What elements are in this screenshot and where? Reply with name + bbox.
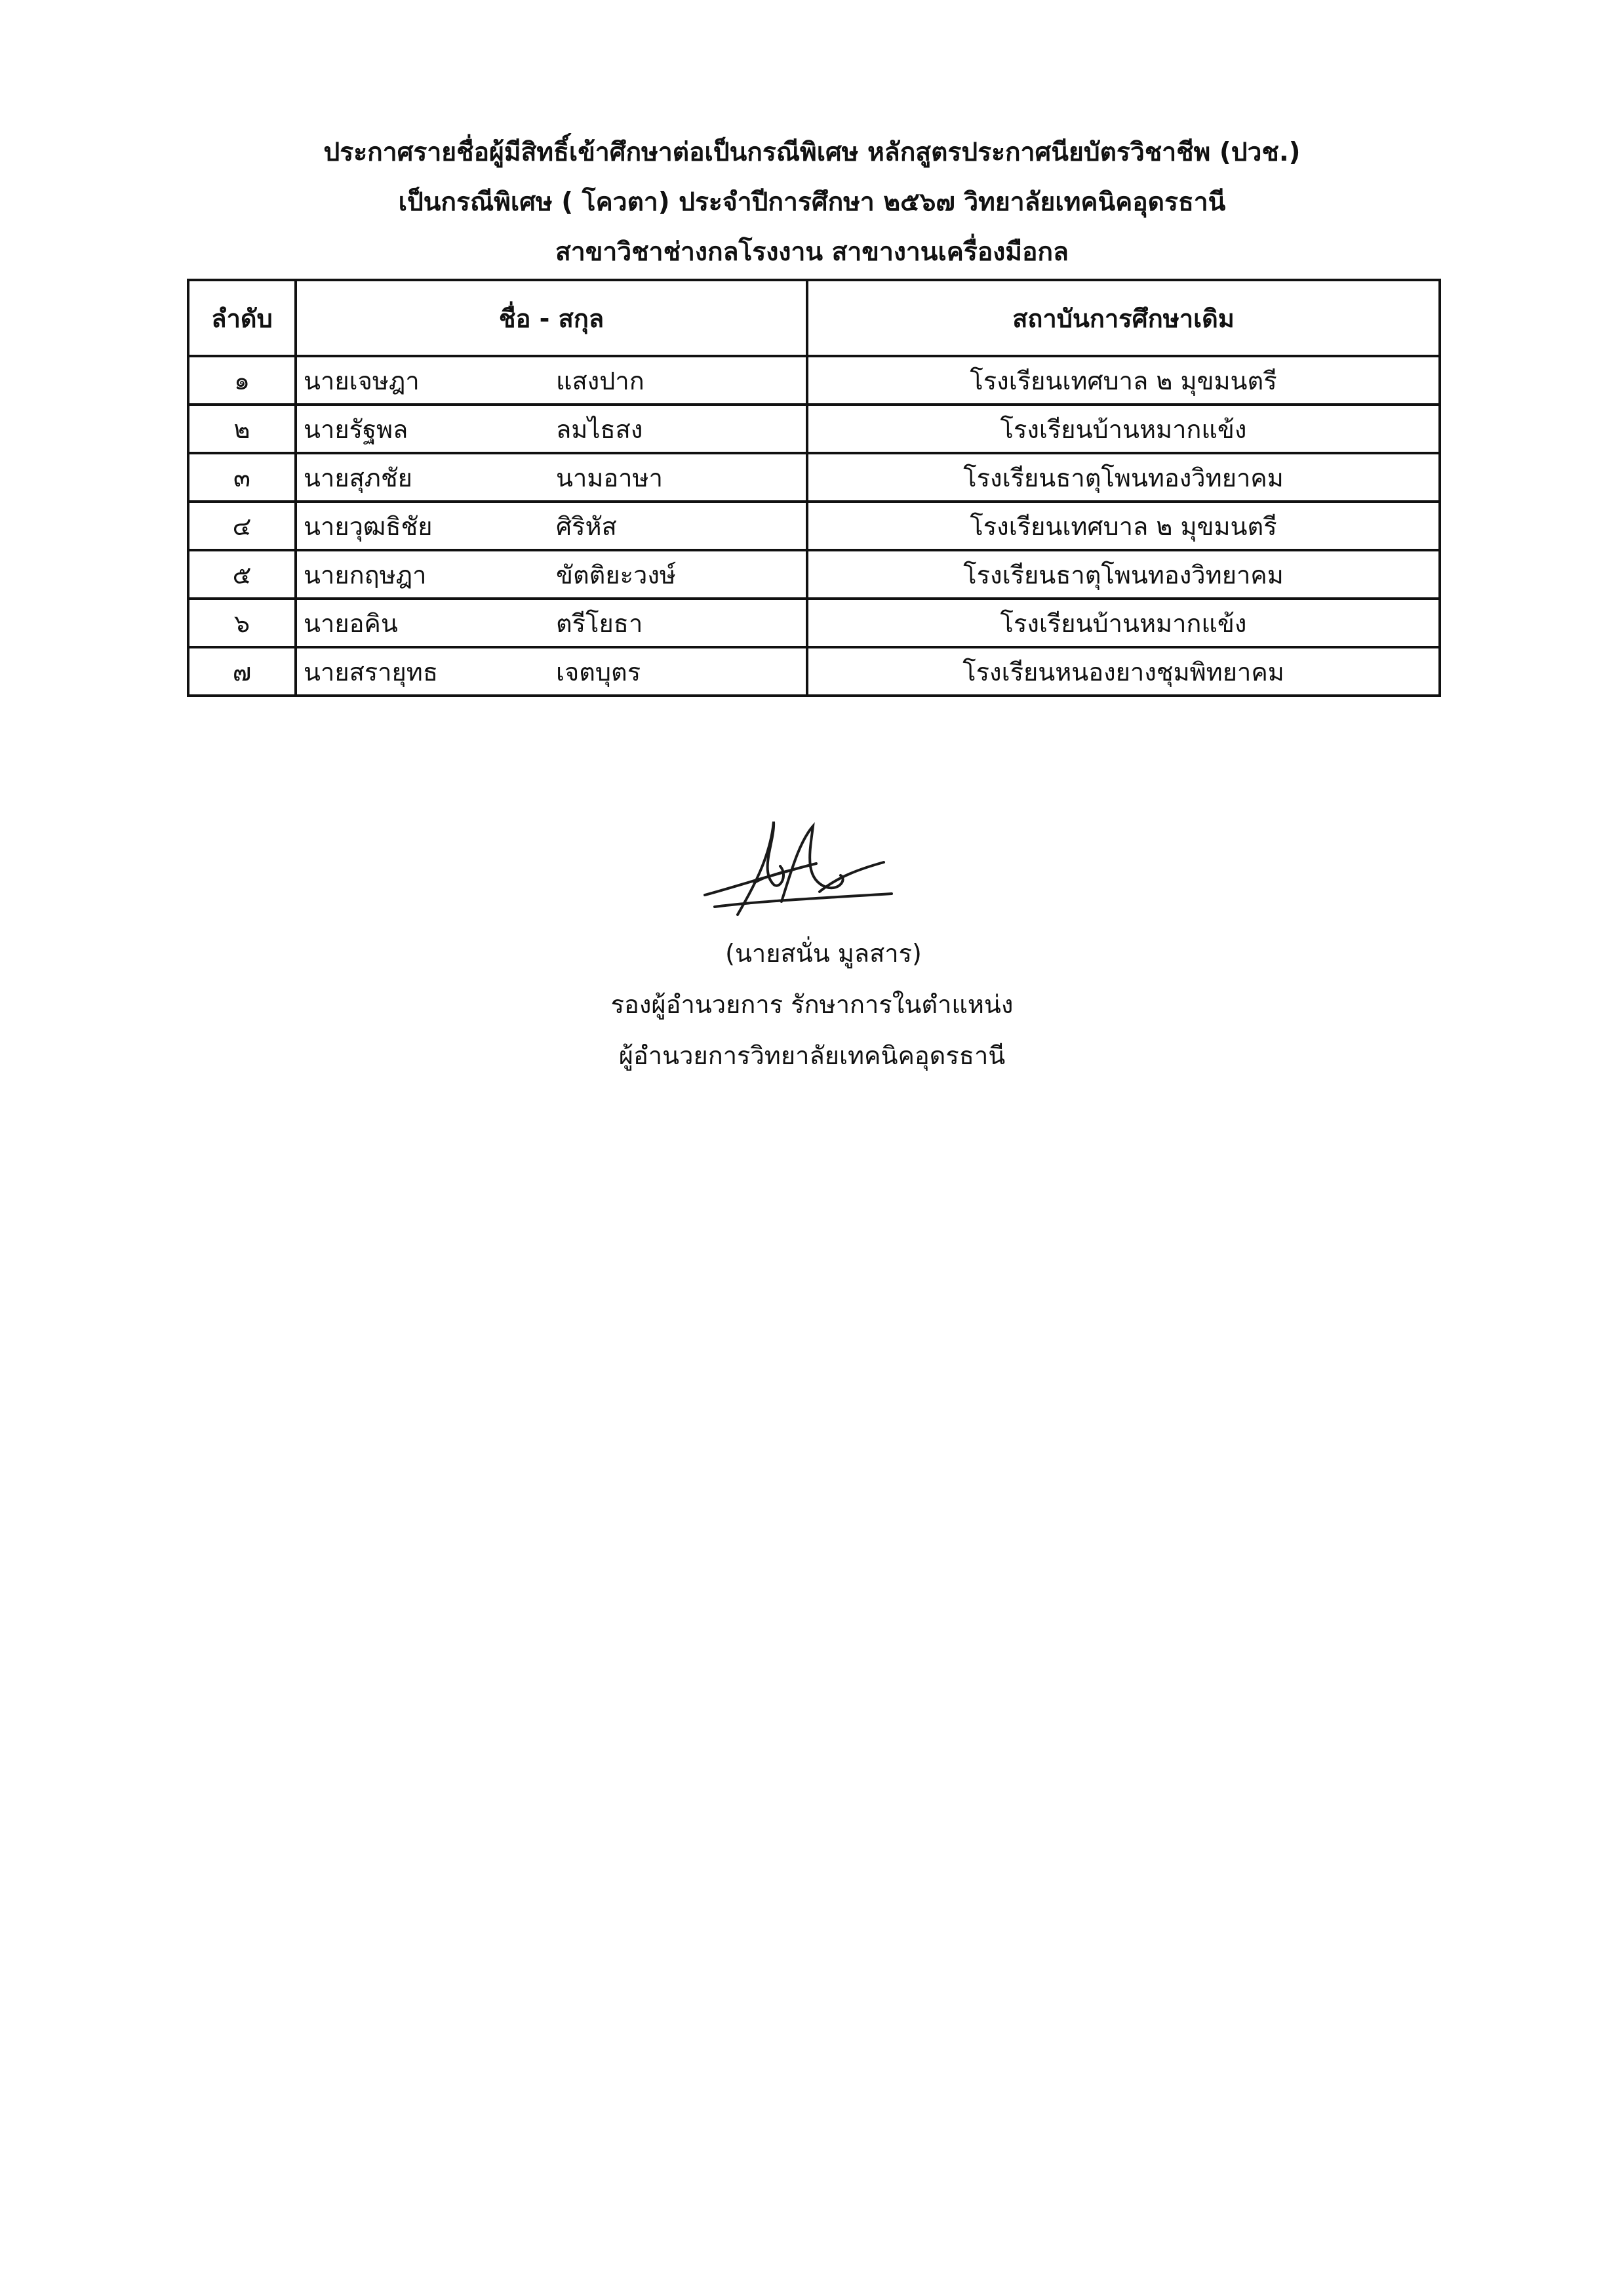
row-number: ๗ (188, 647, 296, 696)
table-row (188, 453, 1440, 502)
row-full-name (296, 502, 807, 550)
table-row (188, 405, 1440, 453)
first-name: นายอคิน (304, 608, 398, 638)
first-name: นายเจษฎา (304, 366, 420, 395)
last-name: ตรีโยธา (556, 608, 643, 638)
row-full-name (296, 550, 807, 599)
name-cell-wrap (304, 555, 799, 595)
row-number: ๑ (188, 356, 296, 405)
row-institution: โรงเรียนบ้านหมากแข้ง (807, 599, 1440, 647)
first-name: นายสรายุทธ (304, 657, 439, 687)
row-number: ๖ (188, 599, 296, 647)
title-line-2: เป็นกรณีพิเศษ ( โควตา) ประจำปีการศึกษา ๒๕๖๗ วิทยาลัยเทคนิคอุดรธานี (398, 188, 1226, 217)
signatory-name: (นายสนั่น มูลสาร) (725, 939, 922, 968)
table-row (188, 502, 1440, 550)
name-cell-wrap (304, 506, 799, 546)
name-cell-wrap (304, 409, 799, 449)
table-row (188, 356, 1440, 405)
document-title (0, 128, 1624, 277)
signatory-position-1: รองผู้อำนวยการ รักษาการในตำแหน่ง (610, 990, 1014, 1019)
header-no: ลำดับ (188, 280, 296, 356)
row-full-name (296, 356, 807, 405)
row-full-name (296, 453, 807, 502)
signature-block (0, 928, 1624, 1081)
last-name: เจตบุตร (556, 657, 641, 687)
title-line-3: สาขาวิชาช่างกลโรงงาน สาขางานเครื่องมือกล (555, 237, 1069, 267)
last-name: นามอาษา (556, 463, 663, 492)
header-name: ชื่อ - สกุล (296, 280, 807, 356)
header-institution: สถาบันการศึกษาเดิม (807, 280, 1440, 356)
first-name: นายกฤษฎา (304, 560, 427, 589)
signatory-position-2: ผู้อำนวยการวิทยาลัยเทคนิคอุดรธานี (618, 1041, 1006, 1070)
signature-image (675, 803, 938, 934)
table-header-row (188, 280, 1440, 356)
table-row (188, 550, 1440, 599)
row-institution: โรงเรียนเทศบาล ๒ มุขมนตรี (807, 356, 1440, 405)
first-name: นายวุฒธิชัย (304, 511, 433, 541)
row-institution: โรงเรียนหนองยางชุมพิทยาคม (807, 647, 1440, 696)
last-name: ศิริหัส (556, 511, 617, 541)
row-number: ๔ (188, 502, 296, 550)
row-full-name (296, 647, 807, 696)
row-number: ๒ (188, 405, 296, 453)
table-row (188, 599, 1440, 647)
first-name: นายรัฐพล (304, 414, 408, 444)
row-institution: โรงเรียนธาตุโพนทองวิทยาคม (807, 453, 1440, 502)
last-name: แสงปาก (556, 366, 644, 395)
student-list-table (187, 279, 1441, 697)
row-institution: โรงเรียนธาตุโพนทองวิทยาคม (807, 550, 1440, 599)
name-cell-wrap (304, 603, 799, 643)
row-full-name (296, 405, 807, 453)
row-full-name (296, 599, 807, 647)
row-institution: โรงเรียนบ้านหมากแข้ง (807, 405, 1440, 453)
row-number: ๕ (188, 550, 296, 599)
table-body (188, 356, 1440, 696)
first-name: นายสุภชัย (304, 463, 412, 492)
last-name: ขัตติยะวงษ์ (556, 560, 676, 589)
name-cell-wrap (304, 458, 799, 498)
last-name: ลมไธสง (556, 414, 643, 444)
title-line-1: ประกาศรายชื่อผู้มีสิทธิ์เข้าศึกษาต่อเป็นกรณีพิเศษ หลักสูตรประกาศนียบัตรวิชาชีพ (ปวช.) (323, 138, 1301, 167)
row-institution: โรงเรียนเทศบาล ๒ มุขมนตรี (807, 502, 1440, 550)
row-number: ๓ (188, 453, 296, 502)
name-cell-wrap (304, 361, 799, 401)
table-row (188, 647, 1440, 696)
name-cell-wrap (304, 652, 799, 692)
